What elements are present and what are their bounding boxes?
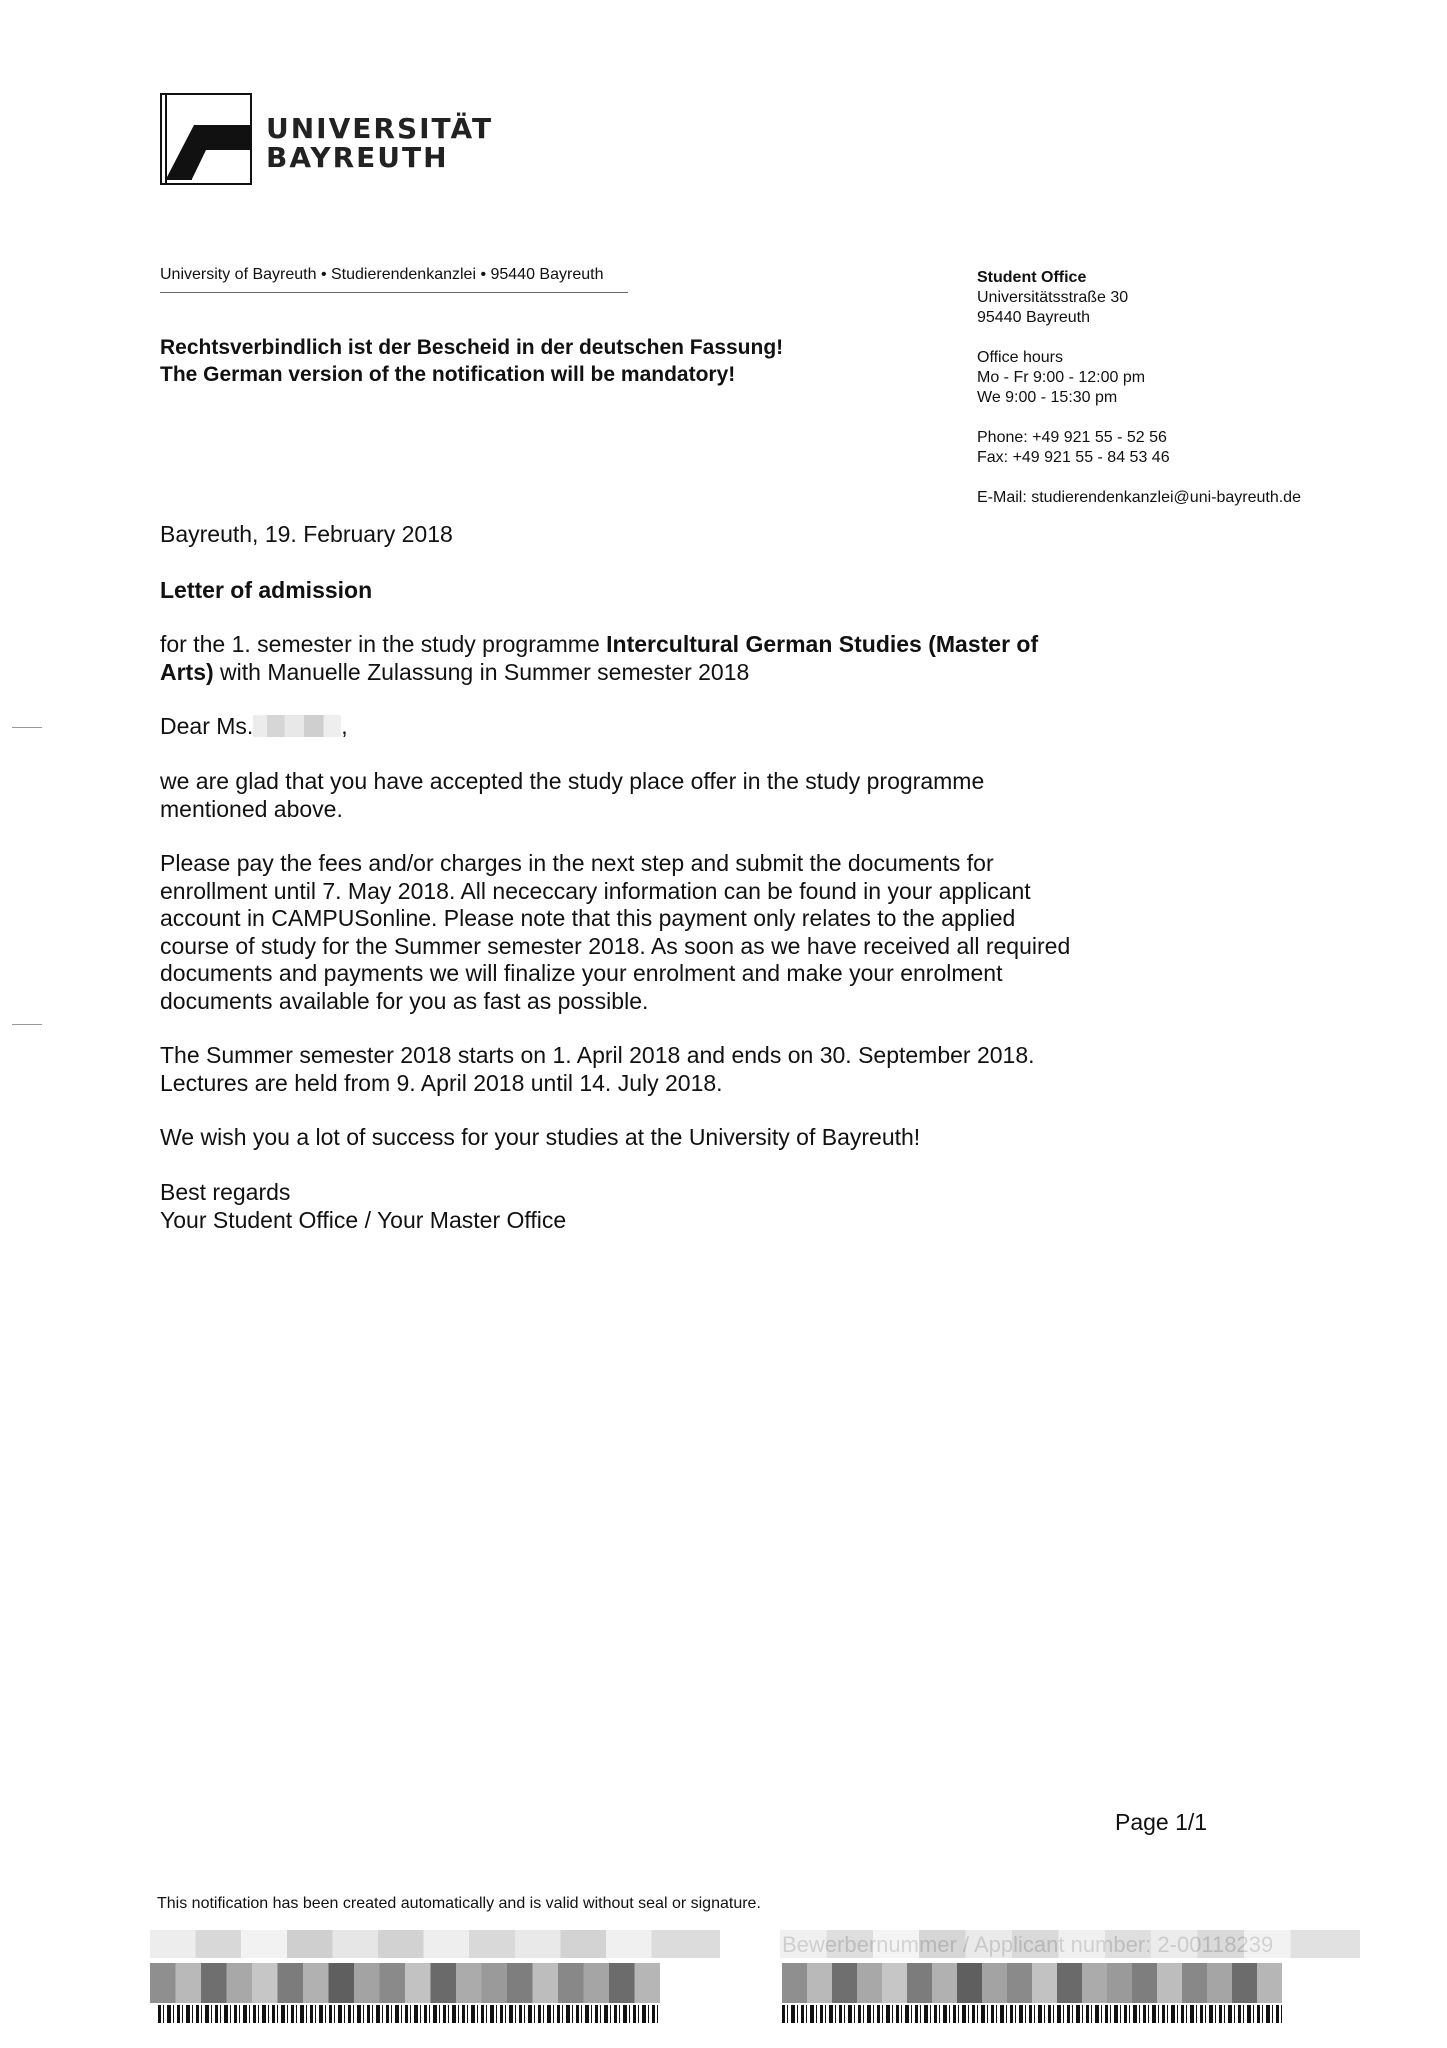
paragraph-line: We wish you a lot of success for your studies at the University of Bayreuth! <box>160 1124 921 1150</box>
redacted-name <box>253 715 341 737</box>
paragraph-line: course of study for the Summer semester 2018. As soon as we have received all required <box>160 932 1071 959</box>
paragraph-line: documents available for you as fast as possible. <box>160 987 649 1014</box>
fold-mark <box>12 1024 42 1025</box>
closing-line-1: Best regards <box>160 1179 291 1205</box>
paragraph-4 <box>160 1124 1160 1152</box>
programme-line-2 <box>160 659 1160 687</box>
barcode-right <box>782 2005 1282 2023</box>
paragraph-line: The Summer semester 2018 starts on 1. April 2018 and ends on 30. September 2018. <box>160 1042 1035 1068</box>
mandatory-notice-german: Rechtsverbindlich ist der Bescheid in der deutschen Fassung! <box>160 336 784 359</box>
contact-block <box>977 268 1301 508</box>
programme-intro: for the 1. semester in the study programme <box>160 631 607 657</box>
university-name <box>266 114 493 172</box>
sender-address: University of Bayreuth • Studierendenkanzlei • 95440 Bayreuth <box>160 266 604 283</box>
page-number: Page 1/1 <box>1115 1809 1208 1835</box>
university-name-line-1: UNIVERSITÄT <box>266 112 494 145</box>
office-hours-label: Office hours <box>977 349 1063 366</box>
contact-spacer <box>977 468 1301 488</box>
closing <box>160 1179 1160 1234</box>
salutation-line <box>160 713 1160 741</box>
paragraph-1 <box>160 768 1160 823</box>
salutation-comma: , <box>341 713 348 739</box>
programme-paragraph <box>160 631 1160 686</box>
university-name-line-2: BAYREUTH <box>266 141 449 174</box>
sender-divider <box>160 292 628 293</box>
paragraph-line: enrollment until 7. May 2018. All nececcary information can be found in your applicant <box>160 877 1031 904</box>
office-hours-weekdays: Mo - Fr 9:00 - 12:00 pm <box>977 369 1146 386</box>
paragraph-line: we are glad that you have accepted the study place offer in the study programme <box>160 768 985 794</box>
letter-title: Letter of admission <box>160 577 373 603</box>
office-hours-wednesday: We 9:00 - 15:30 pm <box>977 389 1118 406</box>
contact-spacer <box>977 408 1301 428</box>
mandatory-notice <box>160 334 783 388</box>
programme-name-part-2: Arts) <box>160 658 214 685</box>
paragraph-line: documents and payments we will finalize your enrolment and make your enrolment <box>160 960 1003 986</box>
fold-mark <box>12 727 42 728</box>
mandatory-notice-english: The German version of the notification will be mandatory! <box>160 363 736 386</box>
university-logo-mark <box>160 93 252 185</box>
contact-spacer <box>977 328 1301 348</box>
contact-email: E-Mail: studierendenkanzlei@uni-bayreuth.de <box>977 489 1301 506</box>
programme-line-1 <box>160 631 1160 659</box>
programme-admission-type: with Manuelle Zulassung in Summer semester 2018 <box>213 658 750 685</box>
contact-city: 95440 Bayreuth <box>977 309 1090 326</box>
redacted-application-number <box>150 1930 720 1958</box>
redacted-barcode-area <box>150 1963 660 2003</box>
letter-date: Bayreuth, 19. February 2018 <box>160 521 453 547</box>
paragraph-line: account in CAMPUSonline. Please note that this payment only relates to the applied <box>160 905 1016 931</box>
salutation <box>160 713 1160 741</box>
salutation-prefix: Dear Ms. <box>160 713 254 739</box>
logo-emblem-icon <box>162 95 250 183</box>
paragraph-line: Lectures are held from 9. April 2018 until 14. July 2018. <box>160 1069 723 1096</box>
paragraph-2 <box>160 850 1160 1015</box>
contact-phone: Phone: +49 921 55 - 52 56 <box>977 429 1167 446</box>
programme-name-part-1: Intercultural German Studies (Master of <box>606 631 1039 657</box>
contact-street: Universitätsstraße 30 <box>977 289 1129 306</box>
redacted-barcode-area <box>782 1963 1282 2003</box>
closing-line-2: Your Student Office / Your Master Office <box>160 1206 567 1233</box>
contact-fax: Fax: +49 921 55 - 84 53 46 <box>977 449 1170 466</box>
barcode-left <box>158 2005 658 2023</box>
paragraph-3 <box>160 1042 1160 1097</box>
redacted-applicant-overlay <box>780 1930 1360 1958</box>
paragraph-line: Please pay the fees and/or charges in the next step and submit the documents for <box>160 850 994 876</box>
paragraph-line: mentioned above. <box>160 795 343 822</box>
automatic-notice: This notification has been created automatically and is valid without seal or signature. <box>157 1895 761 1912</box>
contact-office: Student Office <box>977 269 1087 286</box>
